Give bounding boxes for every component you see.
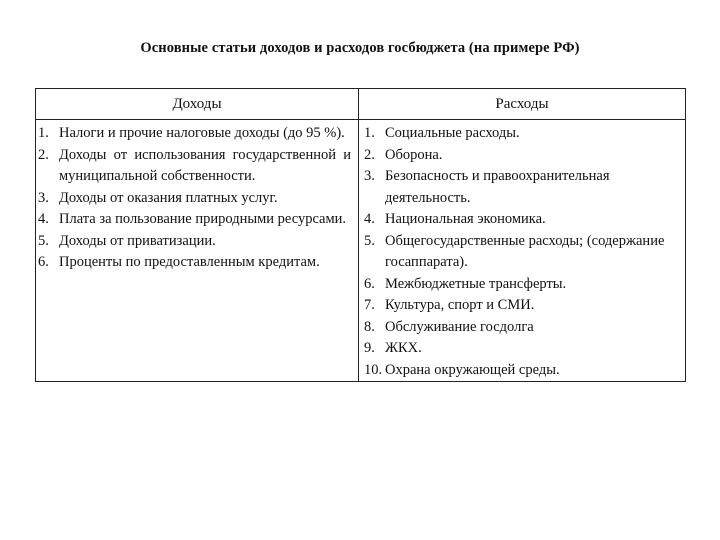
item-number: 1. <box>38 125 49 141</box>
item-text: Национальная экономика. <box>385 211 546 227</box>
income-item <box>38 252 351 274</box>
item-number: 8. <box>364 318 375 335</box>
income-item <box>38 209 351 231</box>
income-header: Доходы <box>172 96 222 112</box>
expense-item <box>364 209 682 231</box>
expense-item <box>364 338 682 360</box>
expenses-header: Расходы <box>495 96 549 112</box>
item-number: 3. <box>38 189 49 206</box>
expense-item <box>364 166 682 209</box>
item-number: 3. <box>364 168 375 184</box>
expense-item <box>364 123 682 145</box>
expense-item <box>364 145 682 167</box>
item-text: Плата за пользование природными ресурсами. <box>59 211 347 227</box>
item-number: 7. <box>364 297 375 313</box>
item-text: ЖКХ. <box>385 340 422 356</box>
header-divider <box>36 119 685 120</box>
column-divider <box>358 89 359 381</box>
item-number: 10. <box>364 361 383 378</box>
item-text: Проценты по предоставленным кредитам. <box>59 254 320 270</box>
expense-item <box>364 295 682 317</box>
item-number: 1. <box>364 125 375 141</box>
item-text: Общегосударственные расходы; (содержание госаппарата). <box>385 232 665 270</box>
income-item <box>38 231 351 253</box>
item-text: Культура, спорт и СМИ. <box>385 297 535 313</box>
income-list <box>38 123 351 274</box>
income-item <box>38 123 351 145</box>
item-text: Доходы от использования государственной и муниципальной собственности. <box>59 146 351 184</box>
item-number: 9. <box>364 340 375 356</box>
expense-item <box>364 274 682 296</box>
item-number: 2. <box>364 146 375 163</box>
expense-item <box>364 317 682 339</box>
page-title: Основные статьи доходов и расходов госбюджета (на примере РФ) <box>140 40 580 56</box>
income-item <box>38 188 351 210</box>
item-text: Обслуживание госдолга <box>385 318 534 335</box>
expenses-list <box>364 123 682 381</box>
item-number: 6. <box>364 275 375 292</box>
item-text: Оборона. <box>385 146 443 163</box>
item-number: 5. <box>364 232 375 249</box>
item-text: Охрана окружающей среды. <box>385 361 560 378</box>
item-text: Налоги и прочие налоговые доходы (до 95 %). <box>59 125 345 141</box>
item-text: Доходы от приватизации. <box>59 232 216 249</box>
item-number: 4. <box>364 211 375 227</box>
item-number: 5. <box>38 232 49 249</box>
item-number: 2. <box>38 146 49 163</box>
item-text: Межбюджетные трансферты. <box>385 275 567 292</box>
expense-item <box>364 231 682 274</box>
item-text: Безопасность и правоохранительная деятельность. <box>385 168 610 206</box>
budget-table <box>35 88 686 382</box>
item-number: 4. <box>38 211 49 227</box>
expense-item <box>364 360 682 382</box>
item-number: 6. <box>38 254 49 270</box>
item-text: Социальные расходы. <box>385 125 520 141</box>
item-text: Доходы от оказания платных услуг. <box>59 189 278 206</box>
income-item <box>38 145 351 188</box>
